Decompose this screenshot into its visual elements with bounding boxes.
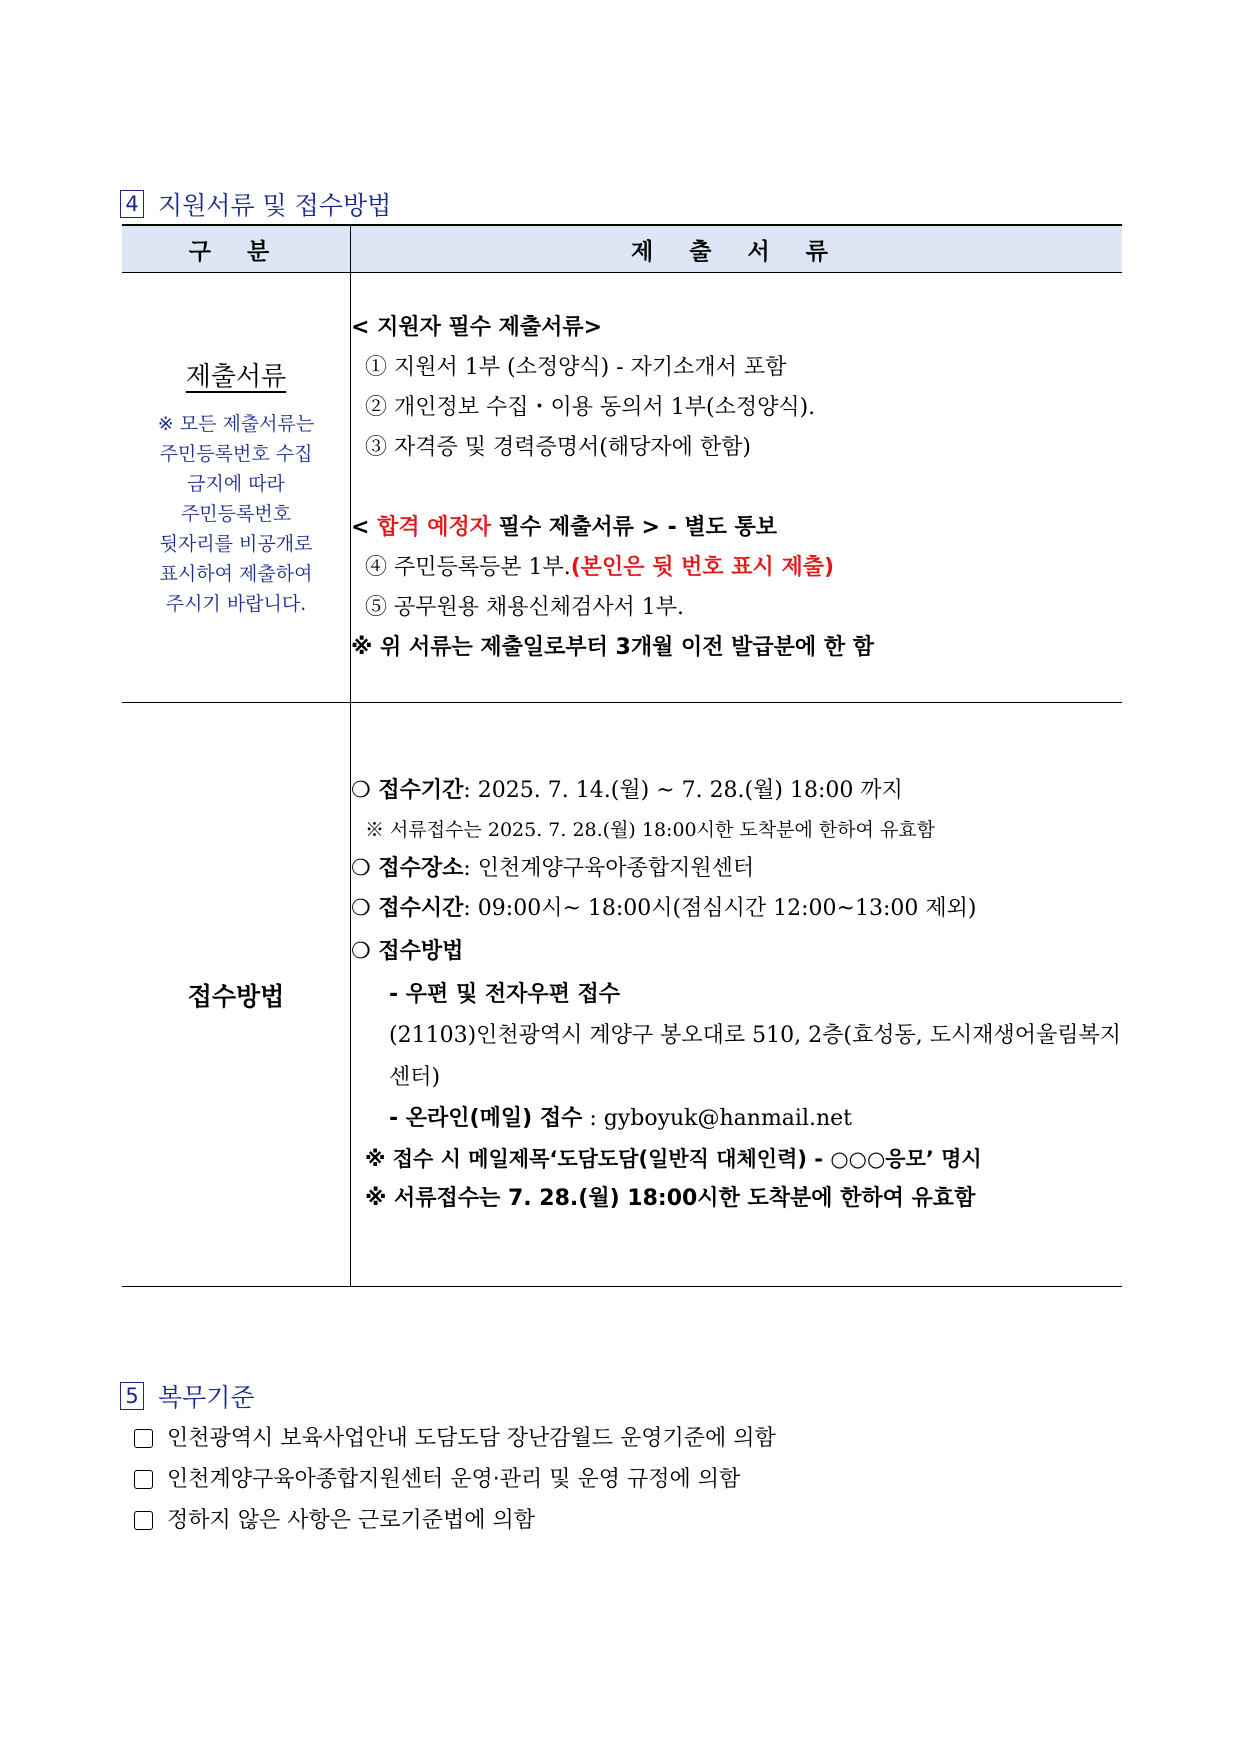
doc-item-5: ⑤ 공무원용 채용신체검사서 1부. bbox=[365, 594, 684, 620]
row2-left-title: 접수방법 bbox=[187, 981, 285, 1011]
section4-heading: 지원서류 및 접수방법 bbox=[158, 191, 392, 220]
time-line bbox=[351, 889, 1122, 929]
row2-left-cell bbox=[122, 703, 351, 1287]
left-note-line: 표시하여 제출하여 bbox=[159, 563, 313, 585]
mail-subject-note: ※ 접수 시 메일제목‘도담도담(일반직 대체인력) - ○○○응모’ 명시 bbox=[365, 1146, 982, 1171]
address: (21103)인천광역시 계양구 봉오대로 510, 2층(효성동, 도시재생어울림복지센터) bbox=[389, 1022, 1121, 1090]
row2-right-cell bbox=[351, 703, 1123, 1287]
online-label: - 온라인(메일) 접수 bbox=[389, 1105, 583, 1131]
table-row-documents bbox=[122, 273, 1122, 703]
deadline-note: ※ 서류접수는 7. 28.(월) 18:00시한 도착분에 한하여 유효함 bbox=[365, 1185, 976, 1211]
method-label: ❍ 접수방법 bbox=[351, 938, 464, 964]
checkbox-square-icon bbox=[134, 1429, 153, 1448]
left-note-line: 주민등록번호 bbox=[180, 503, 292, 525]
required-docs-header: < 지원자 필수 제출서류> bbox=[351, 314, 603, 340]
table-header-row bbox=[122, 225, 1122, 273]
left-note-line: ※ 모든 제출서류는 bbox=[157, 413, 315, 435]
section5-number: 5 bbox=[120, 1382, 144, 1410]
checkbox-square-icon bbox=[134, 1511, 153, 1530]
period-label: ❍ 접수기간 bbox=[351, 777, 464, 803]
online-line bbox=[351, 1099, 1122, 1139]
documents-table bbox=[122, 224, 1122, 1287]
section4-number: 4 bbox=[120, 190, 144, 218]
left-note-line: 금지에 따라 bbox=[187, 473, 285, 495]
section5-title bbox=[120, 1378, 255, 1414]
list-item-text: 인천광역시 보육사업안내 도담도담 장난감월드 운영기준에 의함 bbox=[167, 1426, 776, 1451]
list-item bbox=[134, 1459, 776, 1500]
period-note: ※ 서류접수는 2025. 7. 28.(월) 18:00시한 도착분에 한하여 유효함 bbox=[365, 818, 936, 841]
section4-title bbox=[120, 186, 391, 222]
doc-item: ③ 자격증 및 경력증명서(해당자에 한함) bbox=[365, 434, 751, 460]
time-value: : 09:00시~ 18:00시(점심시간 12:00~13:00 제외) bbox=[463, 895, 977, 921]
list-item bbox=[134, 1500, 776, 1541]
period-value: : 2025. 7. 14.(월) ~ 7. 28.(월) 18:00 까지 bbox=[463, 777, 903, 803]
time-label: ❍ 접수시간 bbox=[351, 895, 464, 921]
doc-item-4 bbox=[351, 548, 1122, 588]
pass-header-suffix: 필수 제출서류 > - 별도 통보 bbox=[491, 514, 778, 540]
docs-validity-note: ※ 위 서류는 제출일로부터 3개월 이전 발급분에 한 함 bbox=[351, 634, 875, 660]
doc-item-4-note: (본인은 뒷 번호 표시 제출) bbox=[570, 554, 835, 580]
header-category: 구 분 bbox=[122, 225, 351, 273]
list-item-text: 인천계양구육아종합지원센터 운영·관리 및 운영 규정에 의함 bbox=[167, 1467, 741, 1492]
row1-left-note bbox=[122, 409, 350, 619]
pass-header-prefix: < bbox=[351, 514, 378, 540]
doc-item: ② 개인정보 수집・이용 동의서 1부(소정양식). bbox=[365, 394, 816, 420]
mail-label: - 우편 및 전자우편 접수 bbox=[389, 981, 621, 1007]
section5-list bbox=[134, 1418, 776, 1541]
left-note-line: 주시기 바랍니다. bbox=[165, 593, 307, 615]
table-row-submission bbox=[122, 703, 1122, 1287]
pass-header-highlight: 합격 예정자 bbox=[377, 514, 492, 540]
doc-item: ① 지원서 1부 (소정양식) - 자기소개서 포함 bbox=[365, 354, 787, 380]
row1-right-cell bbox=[351, 273, 1123, 703]
online-email: : gyboyuk@hanmail.net bbox=[582, 1105, 853, 1131]
section5-heading: 복무기준 bbox=[158, 1383, 255, 1412]
left-note-line: 주민등록번호 수집 bbox=[159, 443, 313, 465]
left-note-line: 뒷자리를 비공개로 bbox=[159, 533, 313, 555]
pass-docs-header bbox=[351, 508, 1122, 548]
checkbox-square-icon bbox=[134, 1470, 153, 1489]
row1-left-cell bbox=[122, 273, 351, 703]
period-line bbox=[351, 771, 1122, 811]
header-documents: 제 출 서 류 bbox=[351, 225, 1123, 273]
list-item-text: 정하지 않은 사항은 근로기준법에 의함 bbox=[167, 1508, 536, 1533]
row1-left-title: 제출서류 bbox=[185, 362, 287, 392]
place-label: ❍ 접수장소 bbox=[351, 855, 464, 881]
doc-item-4-text: ④ 주민등록등본 1부. bbox=[365, 554, 571, 580]
place-value: : 인천계양구육아종합지원센터 bbox=[463, 855, 755, 881]
place-line bbox=[351, 849, 1122, 889]
list-item bbox=[134, 1418, 776, 1459]
